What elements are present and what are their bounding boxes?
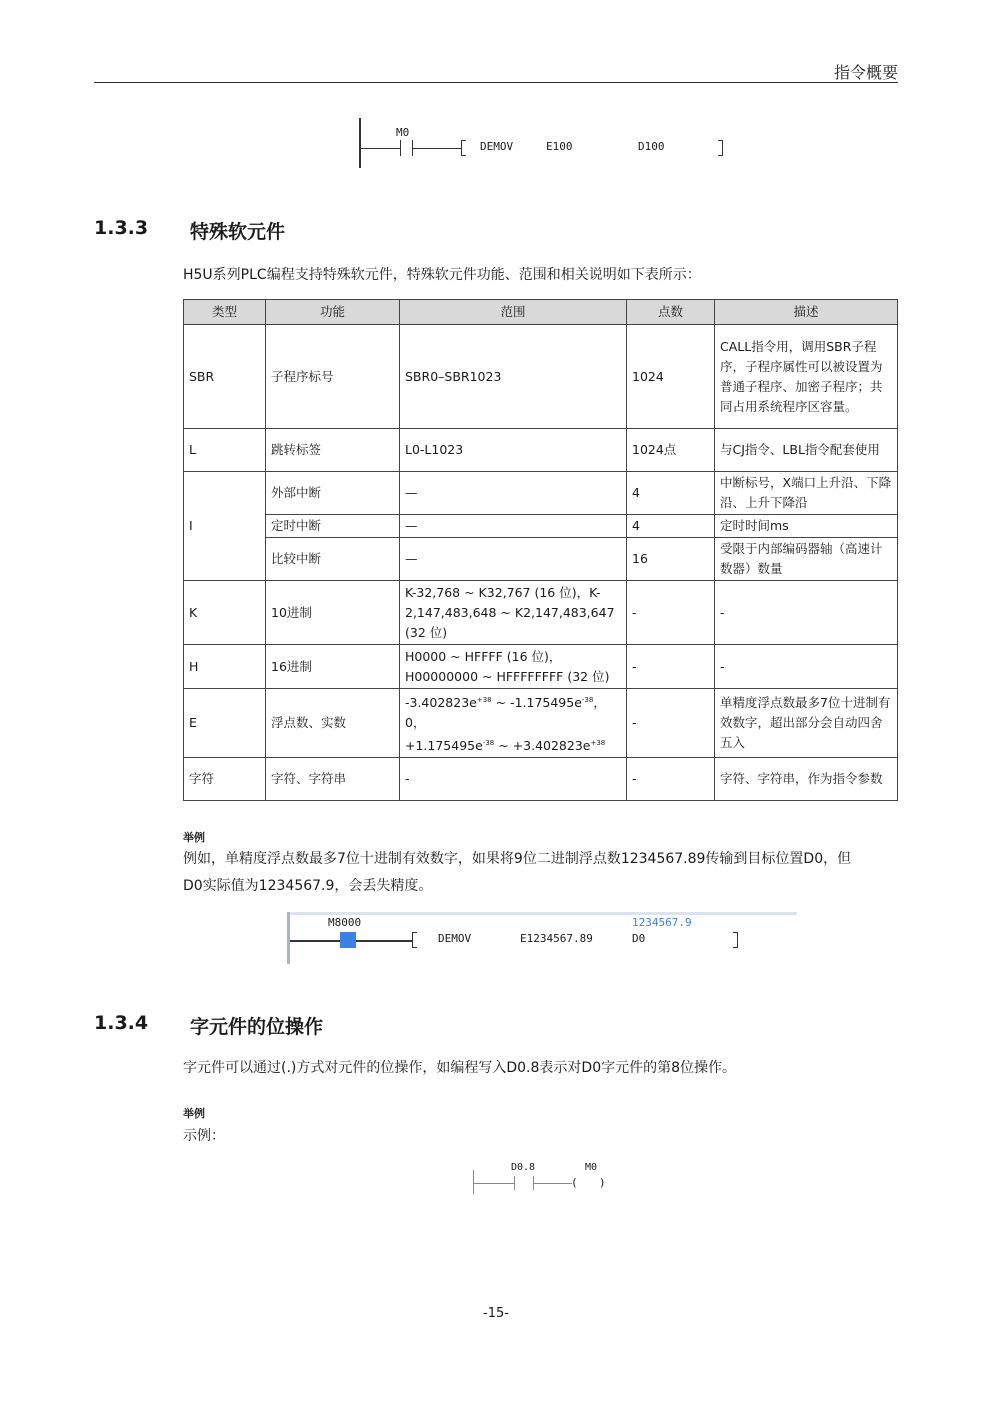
rung-wire	[474, 1183, 514, 1184]
table-row	[184, 325, 898, 429]
table-cell: K	[184, 581, 266, 645]
table-header: 功能	[266, 300, 400, 325]
table-header: 类型	[184, 300, 266, 325]
table-cell: —	[400, 472, 627, 515]
contact-label: M0	[396, 126, 410, 139]
table-cell: H	[184, 645, 266, 689]
table-cell: 浮点数、实数	[266, 689, 400, 758]
panel-top-edge	[287, 912, 797, 915]
table-cell	[400, 645, 627, 689]
example-caption: 示例：	[183, 1128, 225, 1144]
table-cell: L0-L1023	[400, 429, 627, 472]
table-header-row	[184, 300, 898, 325]
table-cell: -	[627, 689, 715, 758]
table-cell: 单精度浮点数最多7位十进制有效数字，超出部分会自动四舍五入	[715, 689, 898, 758]
table-row	[184, 472, 898, 515]
table-cell: 中断标号，X端口上升沿、下降沿、上升下降沿	[715, 472, 898, 515]
contact-label: M8000	[328, 916, 362, 929]
table-cell: 1024点	[627, 429, 715, 472]
table-cell: 16	[627, 538, 715, 581]
table-cell: $-3.402823e^{+38}$ ~ $-1.175495e^{-38}$，0， $+1.175495e^{-38}$ ~ $+3.402823e^{+38}$	[400, 689, 627, 758]
example-label: 举例	[183, 831, 205, 844]
rung-wire	[534, 1183, 572, 1184]
coil-label: M0	[585, 1162, 598, 1173]
header-rule	[94, 82, 898, 83]
table-cell: —	[400, 515, 627, 538]
page-number: -15-	[483, 1306, 509, 1321]
rung-wire	[413, 148, 461, 149]
source-operand: E100	[546, 140, 573, 153]
table-cell: L	[184, 429, 266, 472]
rung-wire	[356, 940, 412, 942]
table-row	[184, 689, 898, 758]
instruction-label: DEMOV	[438, 932, 472, 945]
table-cell: 跳转标签	[266, 429, 400, 472]
table-cell: -	[400, 758, 627, 801]
table-cell: 字符、字符串，作为指令参数	[715, 758, 898, 801]
monitor-value: 1234567.9	[632, 916, 692, 929]
table-row	[184, 429, 898, 472]
instruction-label: DEMOV	[480, 140, 514, 153]
section-title: 字元件的位操作	[190, 1016, 324, 1038]
table-cell: -	[627, 758, 715, 801]
dest-operand: D0	[632, 932, 646, 945]
table-cell: 4	[627, 472, 715, 515]
table-cell: CALL指令用，调用SBR子程序，子程序属性可以被设置为普通子程序、加密子程序；共同占用系统程序区容量。	[715, 325, 898, 429]
bracket-left	[412, 932, 413, 948]
range-line: H0000 ~ HFFFF (16 位)，	[405, 648, 562, 664]
table-cell: I	[184, 472, 266, 581]
range-line: H00000000 ~ HFFFFFFFF (32 位)	[405, 668, 610, 684]
bracket-right	[722, 140, 723, 156]
table-cell: 4	[627, 515, 715, 538]
table-cell: 1024	[627, 325, 715, 429]
example-text-line2: D0实际值为1234567.9，会丢失精度。	[183, 878, 433, 894]
table-cell: 定时时间ms	[715, 515, 898, 538]
section-intro: 字元件可以通过(.)方式对元件的位操作，如编程写入D0.8表示对D0字元件的第8位操作。	[183, 1060, 737, 1076]
table-cell: 受限于内部编码器轴（高速计数器）数量	[715, 538, 898, 581]
table-row	[184, 538, 898, 581]
table-header: 点数	[627, 300, 715, 325]
table-cell: SBR	[184, 325, 266, 429]
contact-active-indicator	[340, 932, 356, 948]
header-title: 指令概要	[833, 63, 898, 82]
dest-operand: D100	[638, 140, 665, 153]
table-row	[184, 645, 898, 689]
table-row	[184, 581, 898, 645]
table-cell: E	[184, 689, 266, 758]
table-header: 描述	[715, 300, 898, 325]
source-operand: E1234567.89	[520, 932, 593, 945]
table-cell: K-32,768 ~ K32,767 (16 位)，K-2,147,483,648 ~ K2,147,483,647 (32 位)	[400, 581, 627, 645]
table-cell: -	[715, 581, 898, 645]
table-cell: -	[627, 581, 715, 645]
power-rail	[473, 1170, 474, 1194]
table-row	[184, 515, 898, 538]
rung-wire	[360, 148, 400, 149]
table-cell: 16进制	[266, 645, 400, 689]
table-cell: —	[400, 538, 627, 581]
table-cell: -	[627, 645, 715, 689]
special-device-table	[183, 299, 898, 801]
coil-close-paren: )	[599, 1176, 606, 1189]
table-cell: -	[715, 645, 898, 689]
section-intro: H5U系列PLC编程支持特殊软元件，特殊软元件功能、范围和相关说明如下表所示：	[183, 267, 701, 283]
power-rail	[359, 118, 361, 168]
table-header: 范围	[400, 300, 627, 325]
example-label: 举例	[183, 1107, 205, 1120]
contact-bar-left	[514, 1176, 515, 1190]
power-rail	[287, 912, 290, 964]
table-cell: 比较中断	[266, 538, 400, 581]
table-cell: 10进制	[266, 581, 400, 645]
section-title: 特殊软元件	[190, 221, 286, 243]
bracket-right	[737, 932, 738, 948]
section-number: 1.3.3	[94, 217, 149, 239]
table-cell: 定时中断	[266, 515, 400, 538]
table-cell: 字符	[184, 758, 266, 801]
contact-label: D0.8	[511, 1162, 536, 1173]
table-cell: 子程序标号	[266, 325, 400, 429]
section-number: 1.3.4	[94, 1012, 149, 1034]
rung-wire	[290, 940, 340, 942]
example-text-line1: 例如，单精度浮点数最多7位十进制有效数字，如果将9位二进制浮点数1234567.89传输到目标位置D0，但	[183, 851, 852, 867]
table-cell: SBR0–SBR1023	[400, 325, 627, 429]
table-cell: 与CJ指令、LBL指令配套使用	[715, 429, 898, 472]
contact-bar-left	[400, 140, 401, 156]
table-row	[184, 758, 898, 801]
table-cell: 字符、字符串	[266, 758, 400, 801]
coil-open-paren: (	[571, 1176, 578, 1189]
bracket-left	[461, 140, 462, 156]
table-cell: 外部中断	[266, 472, 400, 515]
